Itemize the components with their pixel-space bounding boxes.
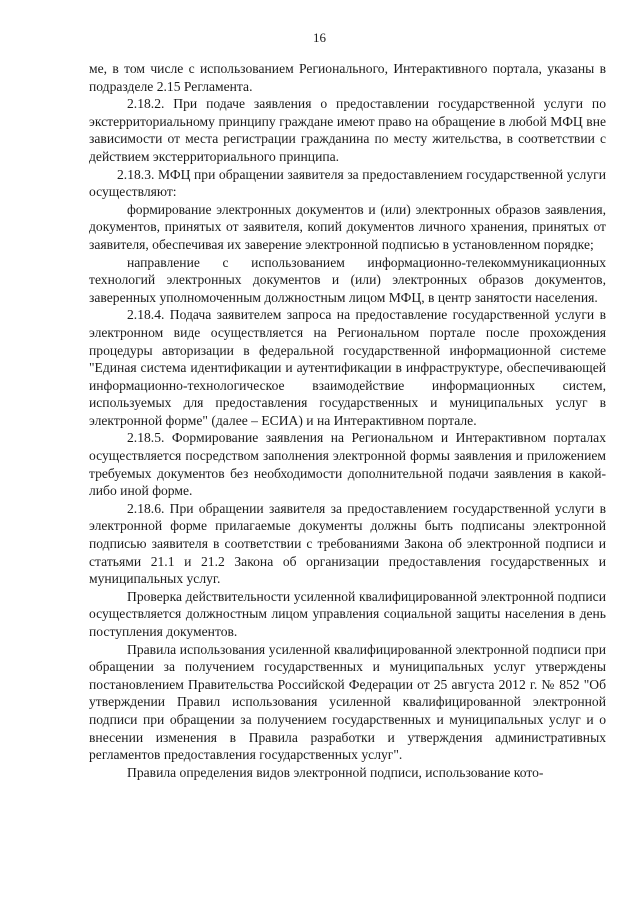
page-number: 16: [313, 30, 326, 45]
document-body: [89, 60, 606, 781]
paragraph-continuation: ме, в том числе с использованием Регионального, Интерактивного портала, указаны в подразделе 2.15 Регламента.: [89, 61, 606, 94]
paragraph-signature-types: Правила определения видов электронной подписи, использование кото-: [127, 764, 544, 780]
paragraph-list-item-forming: формирование электронных документов и (или) электронных образов заявления, документов, принятых от заявителя, копий документов личного хранения, принятых от заявителя, обеспечивая их заверение электронной подписью в установленном порядке;: [89, 201, 606, 252]
paragraph-2-18-5: 2.18.5. Формирование заявления на Региональном и Интерактивном порталах осуществляется посредством заполнения электронной формы заявления и приложением требуемых документов без необходимости дополнительной подачи заявления в какой-либо иной форме.: [89, 430, 606, 499]
paragraph-2-18-6: 2.18.6. При обращении заявителя за предоставлением государственной услуги в электронной форме прилагаемые документы должны быть подписаны электронной подписью заявителя в соответствии с требованиями Закона об электронной подписи и статьями 21.1 и 21.2 Закона об организации предоставления государственных и муниципальных услуг.: [89, 500, 606, 587]
paragraph-2-18-3: 2.18.3. МФЦ при обращении заявителя за предоставлением государственной услуги осуществляют:: [89, 166, 606, 200]
paragraph-signature-rules: Правила использования усиленной квалифицированной электронной подписи при обращении за получением государственных и муниципальных услуг утверждены постановлением Правительства Российской Федерации от 25 августа 2012 г. № 852 "Об утверждении Правил использования усиленной квалифицированной электронной подписи при обращении за получением государственных и муниципальных услуг и о внесении изменения в Правила разработки и утверждения административных регламентов предоставления государственных услуг".: [89, 641, 606, 763]
paragraph-list-item-sending: направление с использованием информационно-телекоммуникационных технологий электронных документов и (или) электронных образов документов, заверенных уполномоченным должностным лицом МФЦ, в центр занятости населения.: [89, 254, 606, 305]
paragraph-2-18-4: 2.18.4. Подача заявителем запроса на предоставление государственной услуги в электронном виде осуществляется на Региональном портале после прохождения процедуры авторизации в федеральной государственной информационной системе "Единая система идентификации и аутентификации в инфраструктуре, обеспечивающей информационно-технологическое взаимодействие информационных систем, используемых для предоставления государственных и муниципальных услуг в электронной форме" (далее – ЕСИА) и на Интерактивном портале.: [89, 307, 606, 428]
paragraph-signature-check: Проверка действительности усиленной квалифицированной электронной подписи осуществляется должностным лицом управления социальной защиты населения в день поступления документов.: [89, 588, 606, 639]
paragraph-2-18-2: 2.18.2. При подаче заявления о предоставлении государственной услуги по экстерриториальному принципу граждане имеют право на обращение в любой МФЦ вне зависимости от места регистрации гражданина по месту жительства, в соответствии с действием экстерриториального принципа.: [89, 96, 606, 164]
